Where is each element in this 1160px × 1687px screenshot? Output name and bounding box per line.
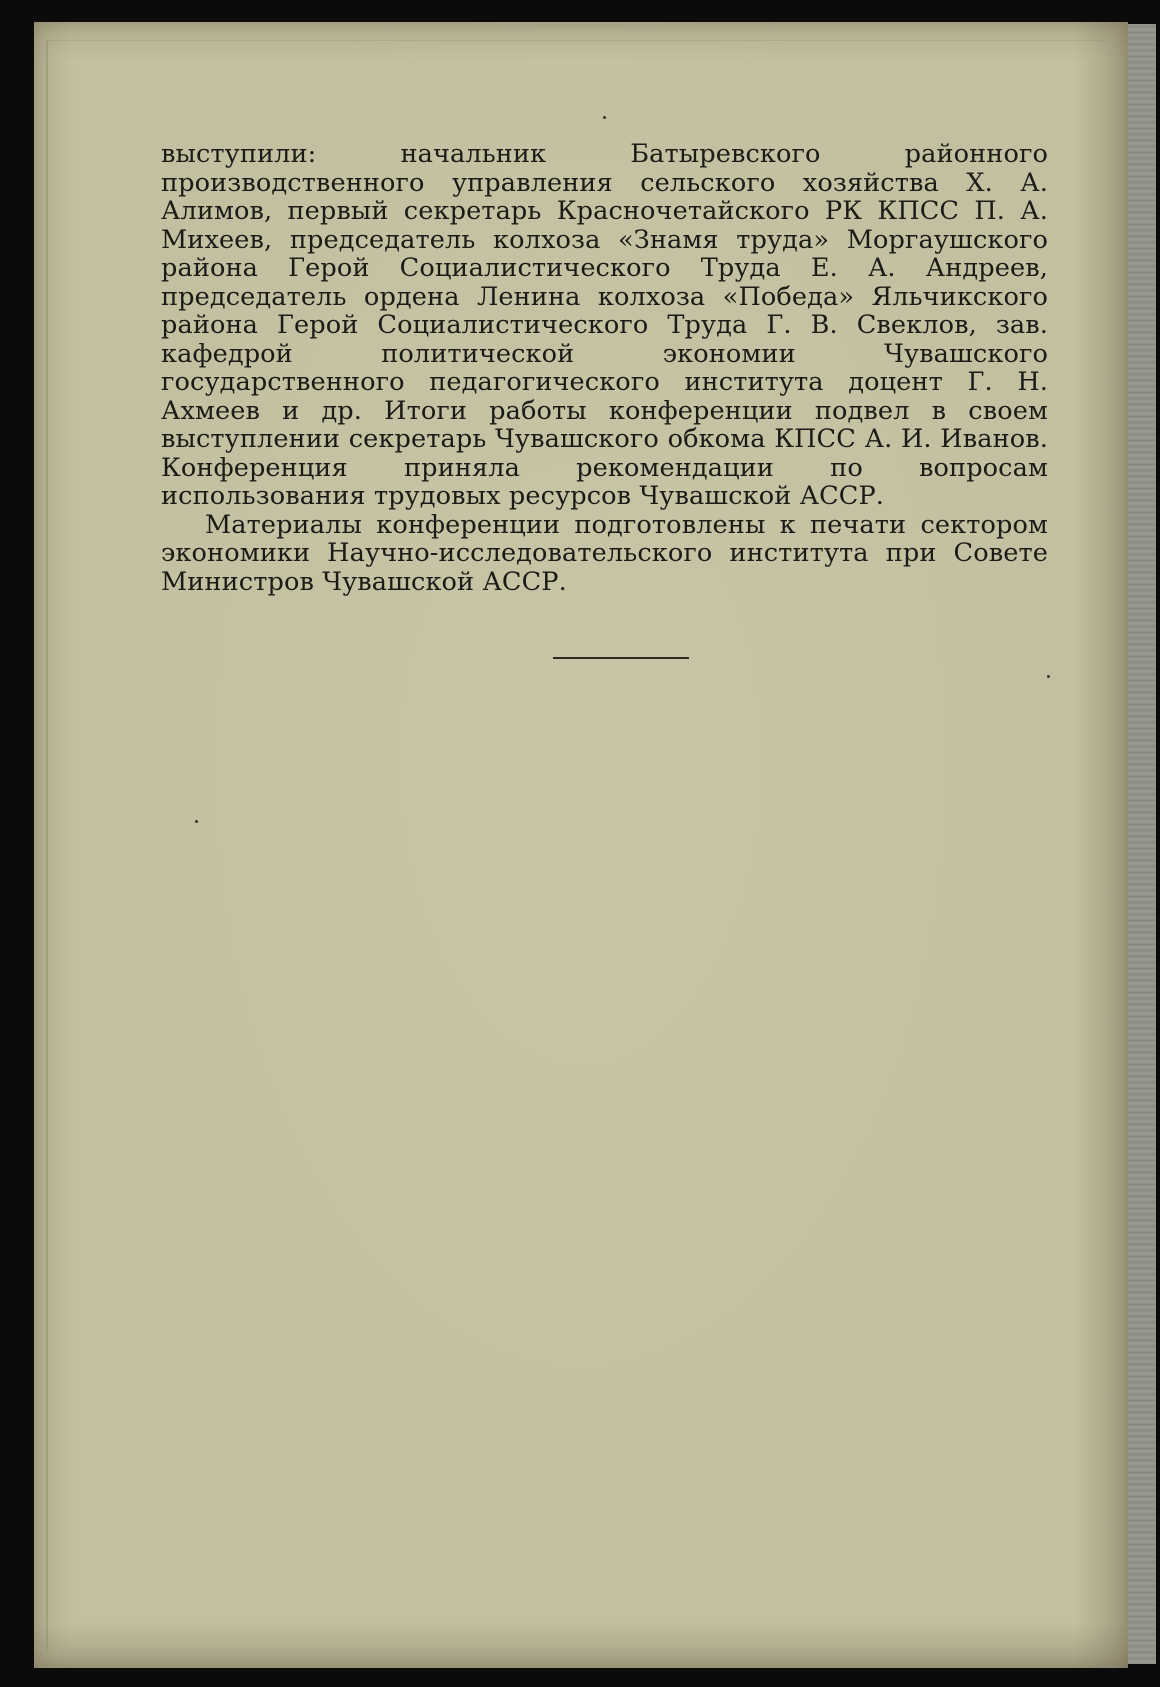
book-cover-edge [1124,24,1156,1664]
paragraph-materials: Материалы конференции подготовлены к печати сектором экономики Научно-исследовательского института при Совете Министров Чувашской АССР. [161,509,1048,597]
page-body-text [161,140,1048,596]
paragraph-speakers: выступили: начальник Батыревского районного производственного управления сельского хозяйства Х. А. Алимов, первый секретарь Красночетайского РК КПСС П. А. Михеев, председатель колхоза «Знамя труда» Моргаушского района Герой Социалистического Труда Е. А. Андреев, председатель ордена Ленина колхоза «Победа» Яльчикского района Герой Социалистического Труда Г. В. Свеклов, зав. кафедрой политической экономии Чувашского государственного педагогического института доцент Г. Н. Ахмеев и др. Итоги работы конференции подвел в своем выступлении секретарь Чувашского обкома КПСС А. И. Иванов. Конференция приняла рекомендации по вопросам использования трудовых ресурсов Чувашской АССР. [161,139,1048,511]
paper-speck [195,820,198,823]
paper-speck [603,116,606,119]
paper-speck [1047,675,1050,678]
section-separator-rule [553,657,689,659]
